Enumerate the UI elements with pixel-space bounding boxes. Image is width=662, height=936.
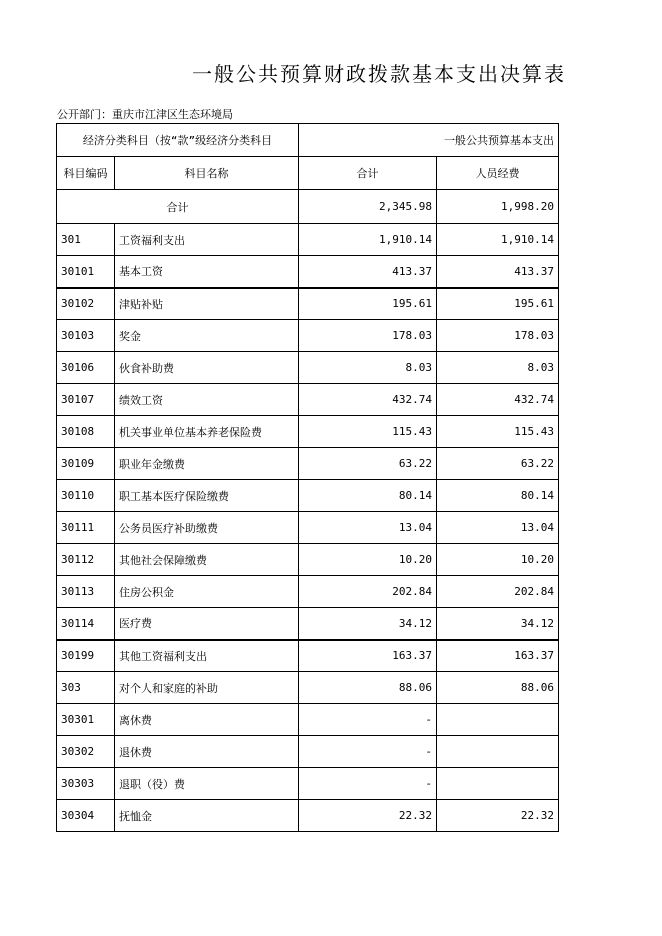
table-row [57,256,559,288]
row-personnel: 163.37 [437,640,559,672]
row-name: 离休费 [115,704,299,736]
total-row [57,190,559,224]
budget-group-header: 一般公共预算基本支出 [299,124,559,157]
row-code: 30108 [57,416,115,448]
personnel-column-header: 人员经费 [437,157,559,190]
row-name: 奖金 [115,320,299,352]
econ-class-header: 经济分类科目（按“款”级经济分类科目 [57,124,299,157]
table-row [57,576,559,608]
row-code: 30109 [57,448,115,480]
row-total: 432.74 [299,384,437,416]
row-total: - [299,768,437,800]
row-name: 工资福利支出 [115,224,299,256]
table-row [57,320,559,352]
data-rows [57,224,559,832]
table-row [57,736,559,768]
department-label: 公开部门：重庆市江津区生态环境局 [57,108,233,121]
row-total: - [299,736,437,768]
row-code: 301 [57,224,115,256]
row-total: 80.14 [299,480,437,512]
row-name: 职业年金缴费 [115,448,299,480]
row-name: 退职（役）费 [115,768,299,800]
table-row [57,512,559,544]
row-code: 30112 [57,544,115,576]
row-total: 413.37 [299,256,437,288]
row-code: 30302 [57,736,115,768]
row-code: 30301 [57,704,115,736]
row-code: 30111 [57,512,115,544]
row-personnel [437,736,559,768]
row-total: 34.12 [299,608,437,640]
table-row [57,800,559,832]
row-personnel: 1,910.14 [437,224,559,256]
expenditure-table [56,123,559,832]
row-total: 8.03 [299,352,437,384]
row-total: 13.04 [299,512,437,544]
row-name: 对个人和家庭的补助 [115,672,299,704]
row-name: 职工基本医疗保险缴费 [115,480,299,512]
row-code: 30103 [57,320,115,352]
total-row-label: 合计 [57,190,299,224]
row-name: 机关事业单位基本养老保险费 [115,416,299,448]
row-name: 医疗费 [115,608,299,640]
table-row [57,224,559,256]
row-personnel: 80.14 [437,480,559,512]
row-personnel: 413.37 [437,256,559,288]
row-personnel: 88.06 [437,672,559,704]
row-total: 115.43 [299,416,437,448]
row-name: 住房公积金 [115,576,299,608]
row-name: 抚恤金 [115,800,299,832]
table-row [57,288,559,320]
row-personnel: 13.04 [437,512,559,544]
row-code: 30304 [57,800,115,832]
row-total: 63.22 [299,448,437,480]
table-row [57,608,559,640]
row-code: 30107 [57,384,115,416]
row-total: 88.06 [299,672,437,704]
row-personnel: 34.12 [437,608,559,640]
row-name: 退休费 [115,736,299,768]
row-name: 基本工资 [115,256,299,288]
row-personnel: 22.32 [437,800,559,832]
table-row [57,480,559,512]
row-name: 公务员医疗补助缴费 [115,512,299,544]
code-column-header: 科目编码 [57,157,115,190]
table-row [57,544,559,576]
row-code: 30303 [57,768,115,800]
row-name: 津贴补贴 [115,288,299,320]
header-row-1 [57,124,559,157]
row-code: 30114 [57,608,115,640]
name-column-header: 科目名称 [115,157,299,190]
row-code: 30102 [57,288,115,320]
row-code: 30110 [57,480,115,512]
row-personnel: 63.22 [437,448,559,480]
row-name: 伙食补助费 [115,352,299,384]
row-code: 30101 [57,256,115,288]
row-personnel: 432.74 [437,384,559,416]
row-name: 其他工资福利支出 [115,640,299,672]
row-total: 178.03 [299,320,437,352]
table-row [57,416,559,448]
row-code: 30106 [57,352,115,384]
table-row [57,448,559,480]
row-personnel: 115.43 [437,416,559,448]
page-title: 一般公共预算财政拨款基本支出决算表 [192,62,566,86]
total-row-total: 2,345.98 [299,190,437,224]
total-row-personnel: 1,998.20 [437,190,559,224]
row-total: 22.32 [299,800,437,832]
row-code: 30113 [57,576,115,608]
table-row [57,704,559,736]
row-code: 303 [57,672,115,704]
row-name: 其他社会保障缴费 [115,544,299,576]
row-personnel [437,768,559,800]
table-row [57,672,559,704]
row-total: 10.20 [299,544,437,576]
row-total: 163.37 [299,640,437,672]
row-personnel [437,704,559,736]
row-personnel: 202.84 [437,576,559,608]
table-row [57,768,559,800]
table-row [57,352,559,384]
row-personnel: 195.61 [437,288,559,320]
row-personnel: 178.03 [437,320,559,352]
row-name: 绩效工资 [115,384,299,416]
row-personnel: 8.03 [437,352,559,384]
row-total: 195.61 [299,288,437,320]
row-total: 202.84 [299,576,437,608]
row-code: 30199 [57,640,115,672]
header-row-2 [57,157,559,190]
table-row [57,640,559,672]
table-row [57,384,559,416]
row-total: - [299,704,437,736]
total-column-header: 合计 [299,157,437,190]
row-personnel: 10.20 [437,544,559,576]
row-total: 1,910.14 [299,224,437,256]
